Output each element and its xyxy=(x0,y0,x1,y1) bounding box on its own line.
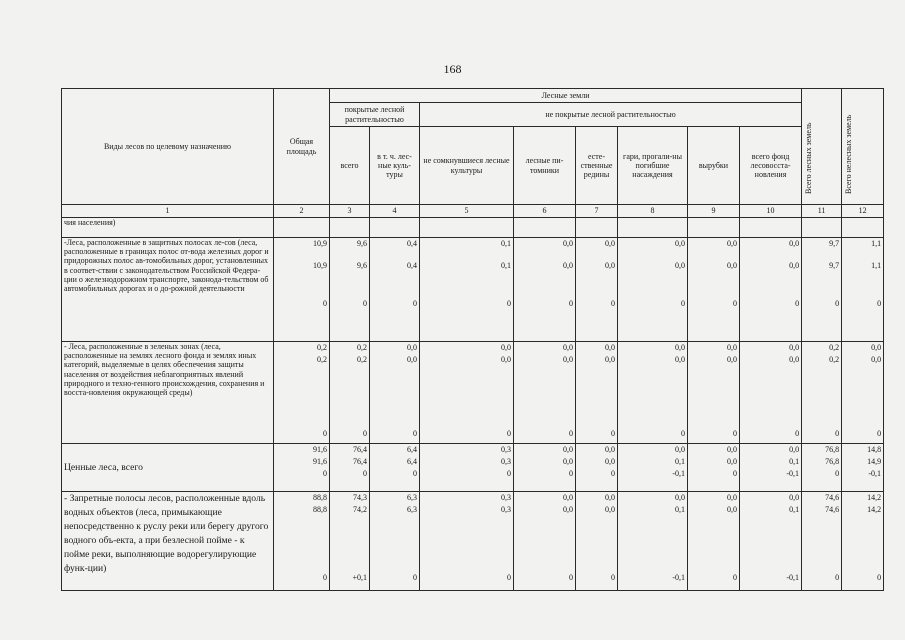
cell-value: 0,1 xyxy=(501,239,511,248)
value-cell xyxy=(274,218,330,238)
cell-value: 0,0 xyxy=(789,343,800,352)
value-cell xyxy=(842,238,884,342)
column-number: 4 xyxy=(370,205,420,218)
cell-value: 0 xyxy=(413,573,417,582)
value-cell xyxy=(740,492,802,591)
header-covered: покрытые лесной растительностью xyxy=(330,103,420,127)
cell-value: 74,6 xyxy=(825,505,840,514)
header-covered-total: всего xyxy=(330,127,370,205)
table-row xyxy=(62,218,884,238)
value-cell xyxy=(740,444,802,492)
value-cell xyxy=(514,238,576,342)
cell-value: -0,1 xyxy=(786,573,800,582)
cell-value: 6,3 xyxy=(407,493,417,502)
value-cell xyxy=(842,492,884,591)
cell-value: 0,0 xyxy=(727,493,737,502)
cell-value: 0 xyxy=(681,299,685,308)
value-cell xyxy=(576,218,618,238)
cell-value: 14,9 xyxy=(867,457,882,466)
cell-value: 9,6 xyxy=(357,261,367,270)
cell-value: 0 xyxy=(795,429,800,438)
cell-value: -0,1 xyxy=(672,573,685,582)
cell-value: 0,1 xyxy=(789,457,800,466)
cell-value: 88,8 xyxy=(313,505,327,514)
header-forest-lands: Лесные земли xyxy=(330,89,802,103)
value-cell xyxy=(274,492,330,591)
cell-value: 0,0 xyxy=(789,445,800,454)
cell-value: 0 xyxy=(413,429,417,438)
cell-value: 0,1 xyxy=(675,505,685,514)
cell-value: 10,9 xyxy=(313,239,327,248)
cell-value: 0,3 xyxy=(501,457,511,466)
value-cell xyxy=(688,492,740,591)
cell-value: 0 xyxy=(569,573,573,582)
value-cell xyxy=(802,444,842,492)
cell-value: 14,2 xyxy=(867,493,882,502)
value-cell xyxy=(802,218,842,238)
cell-value: 0,0 xyxy=(605,343,615,352)
cell-value: 0,3 xyxy=(501,505,511,514)
table-row xyxy=(62,444,884,492)
cell-value: 0,0 xyxy=(675,343,685,352)
cell-value: 0,4 xyxy=(407,261,417,270)
value-cell xyxy=(370,492,420,591)
value-cell xyxy=(740,218,802,238)
column-number: 5 xyxy=(420,205,514,218)
header-forest-types: Виды лесов по целевому назначению xyxy=(62,89,274,205)
value-cell xyxy=(618,218,688,238)
header-not-covered: не покрытые лесной растительностью xyxy=(420,103,802,127)
value-cell xyxy=(330,492,370,591)
cell-value: -0,1 xyxy=(868,469,882,478)
cell-value: 0,0 xyxy=(563,239,573,248)
cell-value: 0 xyxy=(795,299,800,308)
column-number: 3 xyxy=(330,205,370,218)
cell-value: 0,0 xyxy=(501,355,511,364)
value-cell xyxy=(514,218,576,238)
cell-value: 0,0 xyxy=(407,355,417,364)
header-total-nonforest-lands xyxy=(842,89,884,205)
value-cell xyxy=(802,342,842,444)
cell-value: 0,0 xyxy=(871,355,882,364)
cell-value: +0,1 xyxy=(352,573,367,582)
cell-value: 0,0 xyxy=(605,355,615,364)
row-label: - Запретные полосы лесов, расположенные вдоль водных объектов (леса, примыкающие непосредственно к руслу реки или берегу другого водного объ-екта, а при безлесной пойме - к пойме реки, выполняющие водорегулирующие функ-ции) xyxy=(62,492,274,591)
value-cell xyxy=(420,492,514,591)
cell-value: 0,2 xyxy=(317,343,327,352)
cell-value: 0,0 xyxy=(727,355,737,364)
cell-value: 0 xyxy=(877,573,882,582)
value-cell xyxy=(688,218,740,238)
value-cell xyxy=(420,444,514,492)
column-numbers-row xyxy=(62,205,884,218)
cell-value: 0,0 xyxy=(871,343,882,352)
cell-value: 0,0 xyxy=(605,261,615,270)
cell-value: 0,0 xyxy=(727,505,737,514)
cell-value: 0,0 xyxy=(727,343,737,352)
cell-value: 10,9 xyxy=(313,261,327,270)
cell-value: 0,0 xyxy=(563,355,573,364)
row-label: -Леса, расположенные в защитных полосах ле-сов (леса, расположенные в границах полос от-вода железных дорог и придорожных полос ав-томобильных дорог, установленных в соответ-ствии с законодательством Российской Федера-ции о железнодорожном транспорте, законода-тельством об автомобильных дорогах и о до-рожной деятельности xyxy=(62,238,274,342)
column-number: 12 xyxy=(842,205,884,218)
cell-value: 76,8 xyxy=(825,457,840,466)
header-unclosed-cultures: не сомкнувшиеся лесные культуры xyxy=(420,127,514,205)
cell-value: 0,3 xyxy=(501,493,511,502)
cell-value: 0 xyxy=(507,469,511,478)
value-cell xyxy=(688,444,740,492)
cell-value: 9,6 xyxy=(357,239,367,248)
value-cell xyxy=(420,342,514,444)
cell-value: 0 xyxy=(611,469,615,478)
value-cell xyxy=(370,238,420,342)
cell-value: 6,4 xyxy=(407,457,417,466)
row-label: - Леса, расположенные в зеленых зонах (леса, расположенные на землях лесного фонда и землях иных категорий, выделяемые в целях обеспечения защиты населения от воздействия неблагоприятных явлений природного и техно-генного происхождения, сохранения и восста-новления окружающей среды) xyxy=(62,342,274,444)
header-total-area: Общая площадь xyxy=(274,89,330,205)
cell-value: 1,1 xyxy=(871,239,882,248)
cell-value: 0,0 xyxy=(727,457,737,466)
cell-value: 0,0 xyxy=(501,343,511,352)
cell-value: 0,0 xyxy=(727,239,737,248)
cell-value: 0,0 xyxy=(675,239,685,248)
value-cell xyxy=(514,444,576,492)
value-cell xyxy=(514,342,576,444)
cell-value: 0,2 xyxy=(357,343,367,352)
cell-value: 0 xyxy=(323,469,327,478)
value-cell xyxy=(274,444,330,492)
cell-value: 0 xyxy=(877,299,882,308)
cell-value: 91,6 xyxy=(313,457,327,466)
page-number: 168 xyxy=(443,62,462,76)
value-cell xyxy=(802,238,842,342)
cell-value: 0 xyxy=(323,429,327,438)
cell-value: 0 xyxy=(507,299,511,308)
cell-value: 0,1 xyxy=(501,261,511,270)
value-cell xyxy=(330,342,370,444)
cell-value: 76,8 xyxy=(825,445,840,454)
cell-value: 0 xyxy=(507,573,511,582)
cell-value: 0,0 xyxy=(675,445,685,454)
cell-value: 0 xyxy=(611,299,615,308)
cell-value: 0,2 xyxy=(317,355,327,364)
cell-value: 0,0 xyxy=(789,239,800,248)
cell-value: 0,0 xyxy=(789,355,800,364)
cell-value: 74,2 xyxy=(353,505,367,514)
header-total-forest-lands-text: Всего лесных земель xyxy=(804,122,814,194)
cell-value: 0,0 xyxy=(605,445,615,454)
cell-value: 0 xyxy=(363,469,367,478)
cell-value: 0,0 xyxy=(789,261,800,270)
cell-value: 76,4 xyxy=(353,445,367,454)
cell-value: 0 xyxy=(681,429,685,438)
value-cell xyxy=(802,492,842,591)
cell-value: 0 xyxy=(569,469,573,478)
cell-value: 0 xyxy=(835,429,840,438)
cell-value: 0,0 xyxy=(675,493,685,502)
cell-value: 0,0 xyxy=(563,457,573,466)
cell-value: 0 xyxy=(363,299,367,308)
table-row xyxy=(62,492,884,591)
cell-value: 0 xyxy=(363,429,367,438)
value-cell xyxy=(514,492,576,591)
cell-value: 0 xyxy=(877,429,882,438)
cell-value: 0 xyxy=(835,299,840,308)
cell-value: 6,4 xyxy=(407,445,417,454)
column-number: 9 xyxy=(688,205,740,218)
cell-value: 9,7 xyxy=(829,261,840,270)
cell-value: 0 xyxy=(835,573,840,582)
cell-value: 88,8 xyxy=(313,493,327,502)
value-cell xyxy=(618,342,688,444)
cell-value: 0,0 xyxy=(563,493,573,502)
column-number: 2 xyxy=(274,205,330,218)
cell-value: 0 xyxy=(323,573,327,582)
value-cell xyxy=(420,238,514,342)
cell-value: 0,0 xyxy=(563,261,573,270)
header-clearings: вырубки xyxy=(688,127,740,205)
column-number: 6 xyxy=(514,205,576,218)
cell-value: 0,0 xyxy=(727,261,737,270)
cell-value: 0 xyxy=(569,429,573,438)
column-number: 10 xyxy=(740,205,802,218)
cell-value: 0,0 xyxy=(675,355,685,364)
cell-value: 0 xyxy=(413,469,417,478)
cell-value: 0,2 xyxy=(829,343,840,352)
cell-value: 0,0 xyxy=(605,457,615,466)
cell-value: 14,8 xyxy=(867,445,882,454)
value-cell xyxy=(370,342,420,444)
value-cell xyxy=(330,238,370,342)
value-cell xyxy=(420,218,514,238)
cell-value: 0,0 xyxy=(563,505,573,514)
header-burnt-areas: гари, прогали-ны погибшие насаждения xyxy=(618,127,688,205)
value-cell xyxy=(576,342,618,444)
cell-value: 0 xyxy=(611,573,615,582)
cell-value: 0,3 xyxy=(501,445,511,454)
cell-value: 0 xyxy=(413,299,417,308)
header-reforestation-fund: всего фонд лесовосста-новления xyxy=(740,127,802,205)
cell-value: 0 xyxy=(569,299,573,308)
cell-value: 0 xyxy=(835,469,840,478)
header-total-nonforest-lands-text: Всего нелесных земель xyxy=(844,114,854,194)
table-body xyxy=(62,218,884,591)
cell-value: 0,0 xyxy=(605,239,615,248)
column-number: 8 xyxy=(618,205,688,218)
header-total-forest-lands xyxy=(802,89,842,205)
cell-value: 76,4 xyxy=(353,457,367,466)
cell-value: 0,0 xyxy=(605,493,615,502)
cell-value: 0 xyxy=(323,299,327,308)
cell-value: 1,1 xyxy=(871,261,882,270)
column-number: 7 xyxy=(576,205,618,218)
value-cell xyxy=(842,342,884,444)
value-cell xyxy=(274,238,330,342)
header-covered-cultures: в т. ч. лес-ные куль-туры xyxy=(370,127,420,205)
cell-value: 0 xyxy=(733,299,737,308)
cell-value: 0 xyxy=(507,429,511,438)
cell-value: 91,6 xyxy=(313,445,327,454)
value-cell xyxy=(842,218,884,238)
cell-value: 0,2 xyxy=(829,355,840,364)
forest-land-table xyxy=(61,88,884,591)
value-cell xyxy=(330,218,370,238)
cell-value: 0,1 xyxy=(675,457,685,466)
header-natural-sparse: есте-ственные редины xyxy=(576,127,618,205)
cell-value: 0,0 xyxy=(727,445,737,454)
cell-value: 0,0 xyxy=(789,493,800,502)
header-nurseries: лесные пи-томники xyxy=(514,127,576,205)
cell-value: -0,1 xyxy=(786,469,800,478)
value-cell xyxy=(618,444,688,492)
cell-value: 14,2 xyxy=(867,505,882,514)
cell-value: 0,0 xyxy=(407,343,417,352)
value-cell xyxy=(370,218,420,238)
column-number: 11 xyxy=(802,205,842,218)
table-row xyxy=(62,238,884,342)
value-cell xyxy=(330,444,370,492)
cell-value: 0 xyxy=(611,429,615,438)
cell-value: 6,3 xyxy=(407,505,417,514)
value-cell xyxy=(576,444,618,492)
value-cell xyxy=(618,492,688,591)
cell-value: 0,0 xyxy=(563,445,573,454)
value-cell xyxy=(740,238,802,342)
value-cell xyxy=(842,444,884,492)
value-cell xyxy=(274,342,330,444)
cell-value: 0 xyxy=(733,573,737,582)
cell-value: 74,6 xyxy=(825,493,840,502)
cell-value: 9,7 xyxy=(829,239,840,248)
cell-value: 0,2 xyxy=(357,355,367,364)
row-label: чия населения) xyxy=(62,218,274,238)
cell-value: 0,0 xyxy=(563,343,573,352)
cell-value: 0,0 xyxy=(605,505,615,514)
row-label: Ценные леса, всего xyxy=(62,444,274,492)
value-cell xyxy=(576,238,618,342)
cell-value: 74,3 xyxy=(353,493,367,502)
table-row xyxy=(62,342,884,444)
cell-value: 0 xyxy=(733,429,737,438)
cell-value: 0,4 xyxy=(407,239,417,248)
value-cell xyxy=(740,342,802,444)
cell-value: -0,1 xyxy=(672,469,685,478)
value-cell xyxy=(688,238,740,342)
column-number: 1 xyxy=(62,205,274,218)
cell-value: 0,0 xyxy=(675,261,685,270)
value-cell xyxy=(618,238,688,342)
cell-value: 0 xyxy=(733,469,737,478)
value-cell xyxy=(576,492,618,591)
value-cell xyxy=(688,342,740,444)
value-cell xyxy=(370,444,420,492)
cell-value: 0,1 xyxy=(789,505,800,514)
